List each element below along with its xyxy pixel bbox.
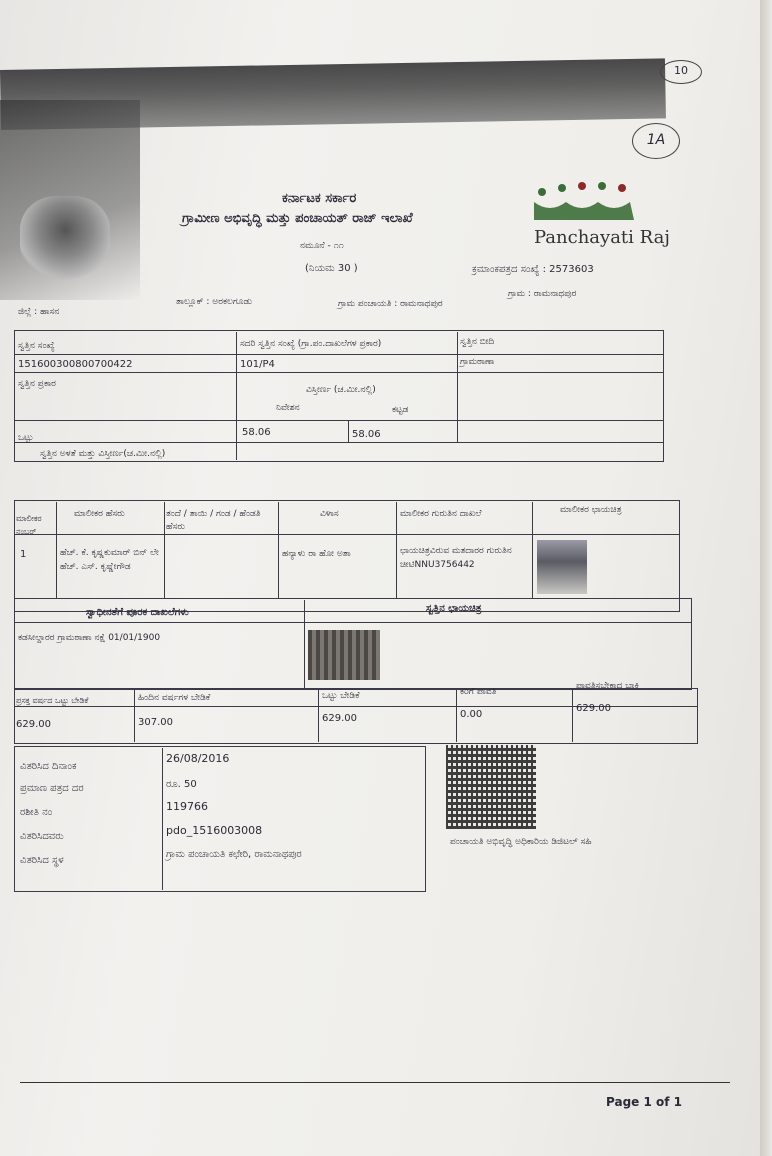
tax-header-current: ಪ್ರಸಕ್ತ ವರ್ಷದ ಒಟ್ಟು ಬೇಡಿಕೆ <box>16 696 89 705</box>
site-area-value: 58.06 <box>242 427 271 438</box>
issued-by-label: ವಿತರಿಸಿದವರು <box>20 831 64 842</box>
issue-date-label: ವಿತರಿಸಿದ ದಿನಾಂಕ <box>20 761 77 772</box>
owner-row-name: ಹೆಚ್. ಕೆ. ಕೃಷ್ಣಕುಮಾರ್ ಬಿನ್ ಲೇ ಹೆಚ್. ಎಸ್. ಕೃಷ್ಣೇಗೌಡ <box>60 548 159 572</box>
panchayati-raj-logo-icon <box>530 180 650 224</box>
tax-header-paid: ಕರಿಗೆ ಪಾವತಿ <box>460 687 497 697</box>
old-number-value: 101/P4 <box>240 359 275 370</box>
property-photo-image <box>308 630 380 680</box>
form-number: ನಮೂನೆ - ೧೧ <box>300 241 344 251</box>
owner-row-address: ಹನ್ಯಾಳು ರಾ ಹೋ ಅತಾ <box>282 549 351 559</box>
property-id-value: 151600300800700422 <box>18 359 133 370</box>
rule-number: (ನಿಯಮ 30 ) <box>305 263 358 274</box>
tax-header-total: ಒಟ್ಟು ಬೇಡಿಕೆ <box>322 691 360 701</box>
tax-value-total: 629.00 <box>322 713 357 724</box>
property-row-divider <box>14 372 664 373</box>
property-photo-label: ಸ್ವತ್ತಿನ ಛಾಯಚಿತ್ರ <box>426 603 482 614</box>
serial-number: ಕ್ರಮಾಂಕಪತ್ರದ ಸಂಖ್ಯೆ : 2573603 <box>472 264 594 275</box>
certificate-fee-value: ರೂ. 50 <box>166 779 197 790</box>
dept-title: ಗ್ರಾಮೀಣ ಅಭಿವೃದ್ಧಿ ಮತ್ತು ಪಂಚಾಯತ್ ರಾಜ್ ಇಲಾಖೆ <box>182 211 413 226</box>
tax-value-previous: 307.00 <box>138 717 173 728</box>
owner-col-divider <box>56 502 57 598</box>
property-row-divider <box>14 420 664 421</box>
tax-col-divider <box>456 690 457 742</box>
owner-col-divider <box>278 502 279 598</box>
certificate-fee-label: ಪ್ರಮಾಣ ಪತ್ರದ ದರ <box>20 783 84 794</box>
owner-row-number: 1 <box>20 549 27 560</box>
tax-col-divider <box>134 690 135 742</box>
issue-place-label: ವಿತರಿಸಿದ ಸ್ಥಳ <box>20 855 64 866</box>
digital-signature-label: ಪಂಚಾಯತಿ ಅಭಿವೃದ್ಧಿ ಅಧಿಕಾರಿಯ ಡಿಜಿಟಲ್ ಸಹಿ <box>450 837 592 847</box>
owner-header-address: ವಿಳಾಸ <box>320 509 339 519</box>
tax-header-balance: ಪಾವತಿಸಬೇಕಾದ ಬಾಕಿ <box>576 681 639 691</box>
issue-place-value: ಗ್ರಾಮ ಪಂಚಾಯತಿ ಕಛೇರಿ, ರಾಮನಾಥಪುರ <box>166 849 302 860</box>
gram-panchayat-label: ಗ್ರಾಮ ಪಂಚಾಯತಿ : ರಾಮನಾಥಪುರ <box>338 299 443 309</box>
footer-divider <box>20 1082 730 1083</box>
owner-photo-image <box>537 540 587 594</box>
owner-header-photo: ಮಾಲೀಕರ ಛಾಯಚಿತ್ರ <box>560 505 622 515</box>
property-col-divider <box>457 332 458 442</box>
area-label: ವಿಸ್ತೀರ್ಣ (ಚ.ಮೀ.ನಲ್ಲಿ) <box>306 385 376 395</box>
govt-title: ಕರ್ನಾಟಕ ಸರ್ಕಾರ <box>282 191 357 206</box>
corner-number-mark: 10 <box>660 60 702 84</box>
property-row-divider <box>14 442 664 443</box>
district-label: ಜಿಲ್ಲೆ : ಹಾಸನ <box>18 307 60 317</box>
qr-code-icon <box>446 745 536 829</box>
karnataka-emblem-icon <box>20 196 110 280</box>
owner-col-divider <box>396 502 397 598</box>
issue-date-value: 26/08/2016 <box>166 752 230 765</box>
owner-header-id-doc: ಮಾಲೀಕರ ಗುರುತಿನ ದಾಖಲೆ <box>400 509 482 519</box>
taluk-label: ತಾಲ್ಲೂಕ್ : ಅರಕಲಗೂಡು <box>176 297 253 307</box>
building-label: ಕಟ್ಟಡ <box>392 405 409 415</box>
total-label: ಒಟ್ಟು <box>18 433 34 443</box>
owner-header-relation: ತಂದೆ / ತಾಯಿ / ಗಂಡ / ಹೆಂಡತಿ ಹೆಸರು <box>166 509 261 532</box>
possession-row-divider <box>14 622 692 623</box>
property-col-divider <box>348 420 349 442</box>
village-label: ಗ್ರಾಮ : ರಾಮನಾಥಪುರ <box>508 289 577 299</box>
owner-header-number: ಮಾಲೀಕರ ನಂಬರ್ <box>16 514 42 536</box>
tax-col-divider <box>318 690 319 742</box>
tax-header-previous: ಹಿಂದಿನ ವರ್ಷಗಳ ಬೇಡಿಕೆ <box>138 693 211 703</box>
possession-doc-value: ಕಡಸೀಲ್ದಾರರ ಗ್ರಾಮಠಾಣಾ ನಕ್ಷೆ 01/01/1900 <box>18 633 161 643</box>
issued-by-value: pdo_1516003008 <box>166 824 263 837</box>
property-col-divider <box>236 332 237 460</box>
receipt-number-label: ರಶೀತಿ ನಂ <box>20 807 53 818</box>
street-label: ಸ್ವತ್ತಿನ ಬೀದಿ <box>460 337 495 347</box>
tax-value-current: 629.00 <box>16 719 51 730</box>
tax-col-divider <box>572 690 573 742</box>
street-value: ಗ್ರಾಮಠಾಣಾ <box>460 357 495 367</box>
circled-handwritten-mark: 1A <box>632 123 680 159</box>
owner-row-divider <box>14 534 680 535</box>
owner-row-id-doc: ಛಾಯಚಿತ್ರವಿರುವ ಮತದಾರರ ಗುರುತಿನ ಚೀಟಿNNU3756442 <box>400 546 512 570</box>
property-type-label: ಸ್ವತ್ತಿನ ಪ್ರಕಾರ <box>18 379 56 389</box>
property-id-label: ಸ್ವತ್ತಿನ ಸಂಖ್ಯೆ <box>18 341 55 351</box>
site-label: ನಿವೇಶನ <box>276 403 300 413</box>
building-area-value: 58.06 <box>352 429 381 440</box>
property-row-divider <box>14 354 664 355</box>
page-fold-edge <box>760 0 772 1156</box>
tax-value-paid: 0.00 <box>460 709 483 720</box>
measure-label: ಸ್ವತ್ತಿನ ಅಳತೆ ಮತ್ತು ವಿಸ್ತೀರ್ಣ(ಚ.ಮೀ.ನಲ್ಲಿ) <box>40 449 166 459</box>
old-number-label: ಸದರಿ ಸ್ವತ್ತಿನ ಸಂಖ್ಯೆ (ಗ್ರಾ.ಪಂ.ದಾಖಲೆಗಳ ಪ್ರಕಾರ) <box>240 339 382 349</box>
receipt-number-value: 119766 <box>166 800 208 813</box>
panchayati-raj-brand: Panchayati Raj <box>534 227 670 248</box>
tax-value-balance: 629.00 <box>576 703 611 714</box>
possession-col-divider <box>304 600 305 688</box>
owner-col-divider <box>164 502 165 598</box>
page-number: Page 1 of 1 <box>606 1095 682 1109</box>
issue-col-divider <box>162 748 163 890</box>
possession-doc-label: ಸ್ವಾಧೀನತೆಗೆ ಪೂರಕ ದಾಖಲೆಗಳು <box>86 607 189 618</box>
owner-header-name: ಮಾಲೀಕರ ಹೆಸರು <box>74 509 125 519</box>
owner-col-divider <box>532 502 533 598</box>
